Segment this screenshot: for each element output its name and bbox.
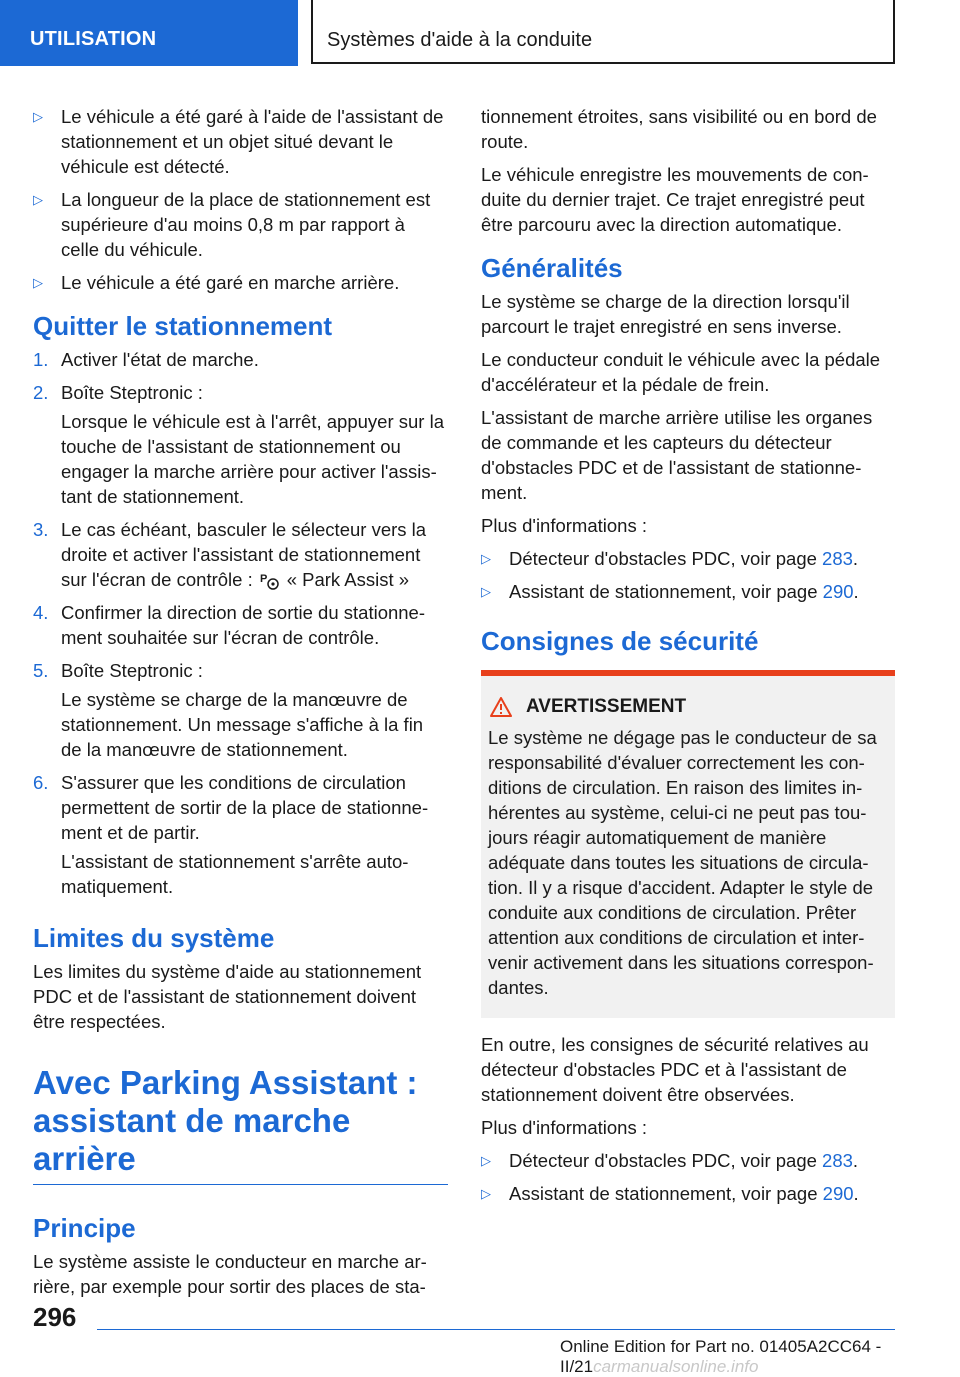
principle-paragraph: Le système assiste le conducteur en marche arrière, par exemple pour sortir des places de sta-	[33, 1251, 427, 1297]
paragraph: L'assistant de marche arrière utilise les organes de commande et les capteurs du détecteur d'obstacles PDC et de l'assistant de stationnement.	[481, 407, 873, 503]
park-assist-icon	[259, 571, 281, 591]
triangle-bullet-icon: ▷	[481, 1186, 491, 1201]
left-column	[33, 104, 448, 1307]
continued-paragraph: tionnement étroites, sans visibilité ou en bord de route.	[481, 106, 877, 152]
step-number: 1.	[33, 349, 49, 370]
paragraph: Le système se charge de la direction lorsqu'il parcourt le trajet enregistré en sens inverse.	[481, 291, 850, 337]
triangle-bullet-icon: ▷	[33, 109, 43, 124]
heading-safety: Consignes de sécurité	[481, 626, 759, 656]
list-item: ▷ Le véhicule a été garé en marche arrière.	[33, 272, 400, 293]
page-link-283[interactable]: 283	[822, 548, 853, 569]
step-number: 2.	[33, 382, 49, 403]
page-number: 296	[33, 1302, 77, 1332]
paragraph: Le véhicule enregistre les mouvements de conduite du dernier trajet. Ce trajet enregistré peut être parcouru avec la direction automatique.	[481, 164, 869, 235]
warning-box	[481, 670, 895, 1018]
watermark: carmanualsonline.info	[593, 1357, 759, 1376]
step-item: 2. Boîte Steptronic :	[33, 382, 203, 403]
step-number: 4.	[33, 602, 49, 623]
section-tab: UTILISATION	[0, 0, 298, 66]
list-item: ▷ Le véhicule a été garé à l'aide de l'assistant de stationnement et un objet situé devant le véhicule est détecté.	[33, 106, 444, 177]
step-item: 6. S'assurer que les conditions de circulation permettent de sortir de la place de stationnement et de partir.	[33, 772, 429, 843]
step-item: 4. Confirmer la direction de sortie du stationnement souhaitée sur l'écran de contrôle.	[33, 602, 426, 648]
heading-system-limits: Limites du système	[33, 923, 275, 953]
footer-edition: Online Edition for Part no. 01405A2CC64 - II/21carmanualsonline.info	[560, 1337, 882, 1376]
triangle-bullet-icon: ▷	[481, 584, 491, 599]
reference-item: ▷ Détecteur d'obstacles PDC, voir page 283.	[481, 548, 859, 569]
step-item: 1. Activer l'état de marche.	[33, 349, 259, 370]
heading-principle: Principe	[33, 1213, 136, 1243]
chapter-title: Systèmes d'aide à la conduite	[311, 0, 895, 64]
right-column	[481, 104, 895, 1214]
page-link-283[interactable]: 283	[822, 1150, 853, 1171]
heading-quit-parking: Quitter le stationnement	[33, 311, 333, 341]
more-info-label: Plus d'informations :	[481, 1117, 647, 1138]
reference-item: ▷ Détecteur d'obstacles PDC, voir page 283.	[481, 1150, 859, 1171]
reference-item: ▷ Assistant de stationnement, voir page 290.	[481, 581, 859, 602]
limits-paragraph: Les limites du système d'aide au stationnement PDC et de l'assistant de stationnement doivent être respectées.	[33, 961, 422, 1032]
list-item: ▷ La longueur de la place de stationnement est supérieure d'au moins 0,8 m par rapport à celle du véhicule.	[33, 189, 431, 260]
triangle-bullet-icon: ▷	[481, 1153, 491, 1168]
step-item: 3. Le cas échéant, basculer le sélecteur vers la droite et activer l'assistant de stationnement sur l'écran de contrôle : P « Park Assist »	[33, 519, 427, 590]
heading-general: Généralités	[481, 253, 623, 283]
triangle-bullet-icon: ▷	[33, 275, 43, 290]
step-number: 6.	[33, 772, 49, 793]
triangle-bullet-icon: ▷	[33, 192, 43, 207]
warning-title: AVERTISSEMENT	[488, 694, 885, 719]
svg-text:P: P	[259, 573, 268, 586]
reference-item: ▷ Assistant de stationnement, voir page 290.	[481, 1183, 859, 1204]
step-detail: Le système se charge de la manœuvre de stationnement. Un message s'affiche à la fin de la manœuvre de stationnement.	[61, 689, 424, 760]
warning-triangle-icon	[490, 697, 512, 717]
step-detail: Lorsque le véhicule est à l'arrêt, appuyer sur la touche de l'assistant de stationnement ou engager la marche arrière pour activer l'assistant de stationnement.	[61, 411, 444, 507]
page-link-290[interactable]: 290	[822, 1183, 854, 1204]
triangle-bullet-icon: ▷	[481, 551, 491, 566]
step-detail: L'assistant de stationnement s'arrête automatiquement.	[61, 851, 409, 897]
heading-reversing-assistant: Avec Parking Assistant : assistant de marche arrière	[33, 1064, 448, 1185]
page-link-290[interactable]: 290	[822, 581, 854, 602]
warning-text: Le système ne dégage pas le conducteur de sa responsabilité d'évaluer correctement les conditions de circulation. En raison des limites inhérentes au système, celui-ci ne peut pas toujours réagir automatiquement de manière adéquate dans toutes les situations de circulation. Il y a risque d'accident. Adapter le style de conduite aux conditions de circulation. Prêter attention aux conditions de circulation et intervenir activement dans les situations correspondantes.	[488, 727, 877, 998]
more-info-label: Plus d'informations :	[481, 515, 647, 536]
paragraph: En outre, les consignes de sécurité relatives au détecteur d'obstacles PDC et à l'assistant de stationnement doivent être observées.	[481, 1034, 869, 1105]
paragraph: Le conducteur conduit le véhicule avec la pédale d'accélérateur et la pédale de frein.	[481, 349, 881, 395]
page-header	[0, 0, 960, 66]
step-number: 5.	[33, 660, 49, 681]
step-item: 5. Boîte Steptronic :	[33, 660, 203, 681]
footer-divider	[97, 1329, 895, 1330]
step-number: 3.	[33, 519, 49, 540]
